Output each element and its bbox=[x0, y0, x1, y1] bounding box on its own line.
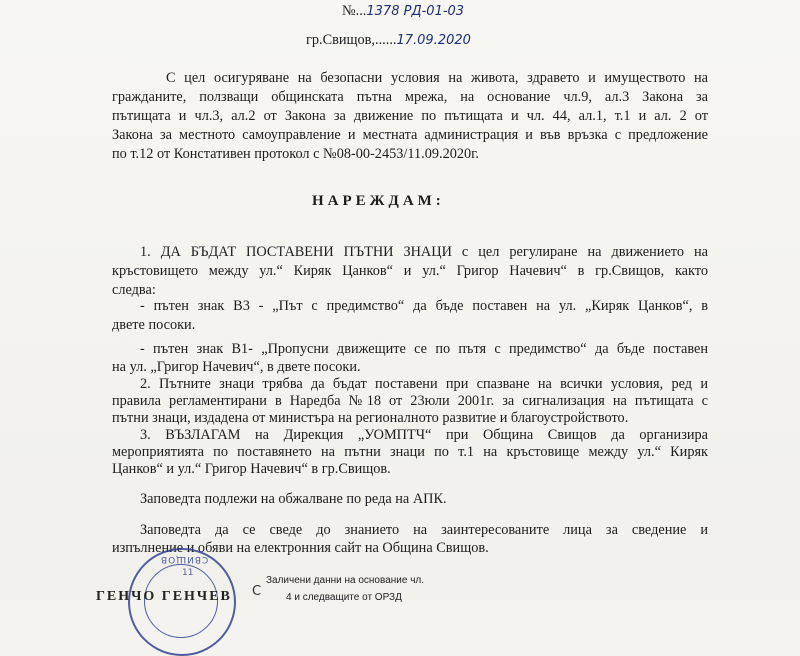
body-line-12: мероприятията по поставянето на пътни знаци по т.1 на кръстовище между ул.“ Киряк bbox=[112, 444, 708, 460]
intro-line-2: гражданите, ползващи общинската пътна мрежа, на основание чл.9, ал.3 Закона за bbox=[112, 89, 708, 105]
closing-line-1: Заповедта да се сведе до знанието на заинтересованите лица за сведение и bbox=[140, 522, 708, 538]
appeal-text: Заповедта подлежи на обжалване по реда на АПК. bbox=[140, 491, 447, 507]
redaction-note-line-1: Заличени данни на основание чл. bbox=[266, 575, 425, 586]
signature-mark: С bbox=[252, 584, 262, 599]
body-line-8: 2. Пътните знаци трябва да бъдат поставени при спазване на всички условия, ред и bbox=[140, 376, 708, 392]
seal-number: 11 bbox=[182, 568, 194, 578]
order-number-line bbox=[342, 3, 464, 20]
body-line-3: следва: bbox=[112, 282, 156, 298]
body-line-1: 1. ДА БЪДАТ ПОСТАВЕНИ ПЪТНИ ЗНАЦИ с цел регулиране на движението на bbox=[140, 244, 708, 260]
signatory-name-partial: ГЕНЧО ГЕНЧЕВ bbox=[96, 589, 232, 604]
body-line-13: Цанков“ и ул.“ Григор Начевич“ в гр.Свищов. bbox=[112, 461, 391, 477]
order-number-handwritten: 1378 РД-01-03 bbox=[366, 4, 465, 19]
redaction-note-line-2: 4 и следващите от ОРЗД bbox=[286, 592, 402, 603]
closing-line-2: изпълнение и обяви на електронния сайт на Община Свищов. bbox=[112, 540, 489, 556]
body-line-5: двете посоки. bbox=[112, 317, 196, 333]
order-heading: НАРЕЖДАМ: bbox=[312, 193, 445, 209]
body-line-7: на ул. „Григор Начевич“, в двете посоки. bbox=[112, 359, 361, 375]
seal-text: СВИЩОВ bbox=[160, 554, 209, 564]
intro-line-1: С цел осигуряване на безопасни условия на живота, здравето и имуществото на bbox=[166, 70, 708, 86]
intro-line-4: Закона за местното самоуправление и местната администрация и във връзка с предложение bbox=[112, 127, 708, 143]
body-line-11: 3. ВЪЗЛАГАМ на Дирекция „УОМПТЧ“ при Община Свищов да организира bbox=[140, 427, 708, 443]
body-line-6: - пътен знак В1- „Пропусни движещите се по пътя с предимство“ да бъде поставен bbox=[140, 341, 708, 357]
place-date-line bbox=[306, 32, 471, 49]
number-prefix: № bbox=[342, 3, 356, 19]
number-dots: ... bbox=[355, 3, 367, 19]
date-handwritten: 17.09.2020 bbox=[396, 33, 471, 48]
intro-line-5: по т.12 от Констативен протокол с №08-00-2453/11.09.2020г. bbox=[112, 146, 480, 162]
body-line-4: - пътен знак В3 - „Път с предимство“ да бъде поставен на ул. „Киряк Цанков“, в bbox=[140, 298, 708, 314]
body-line-9: правила регламентирани в Наредба №18 от 23юли 2001г. за сигнализация на пътищата с bbox=[112, 393, 708, 409]
intro-line-3: пътищата и чл.3, ал.2 от Закона за движение по пътищата и чл. 44, ал.1, т.1 и ал. 2 от bbox=[112, 108, 708, 124]
body-line-2: кръстовището между ул.“ Киряк Цанков“ и ул.“ Григор Начевич“ в гр.Свищов, както bbox=[112, 263, 708, 279]
place-name: гр.Свищов, bbox=[306, 32, 376, 48]
date-dots: ...... bbox=[375, 32, 397, 48]
body-line-10: пътни знаци, издадена от министъра на регионалното развитие и благоустройството. bbox=[112, 410, 629, 426]
